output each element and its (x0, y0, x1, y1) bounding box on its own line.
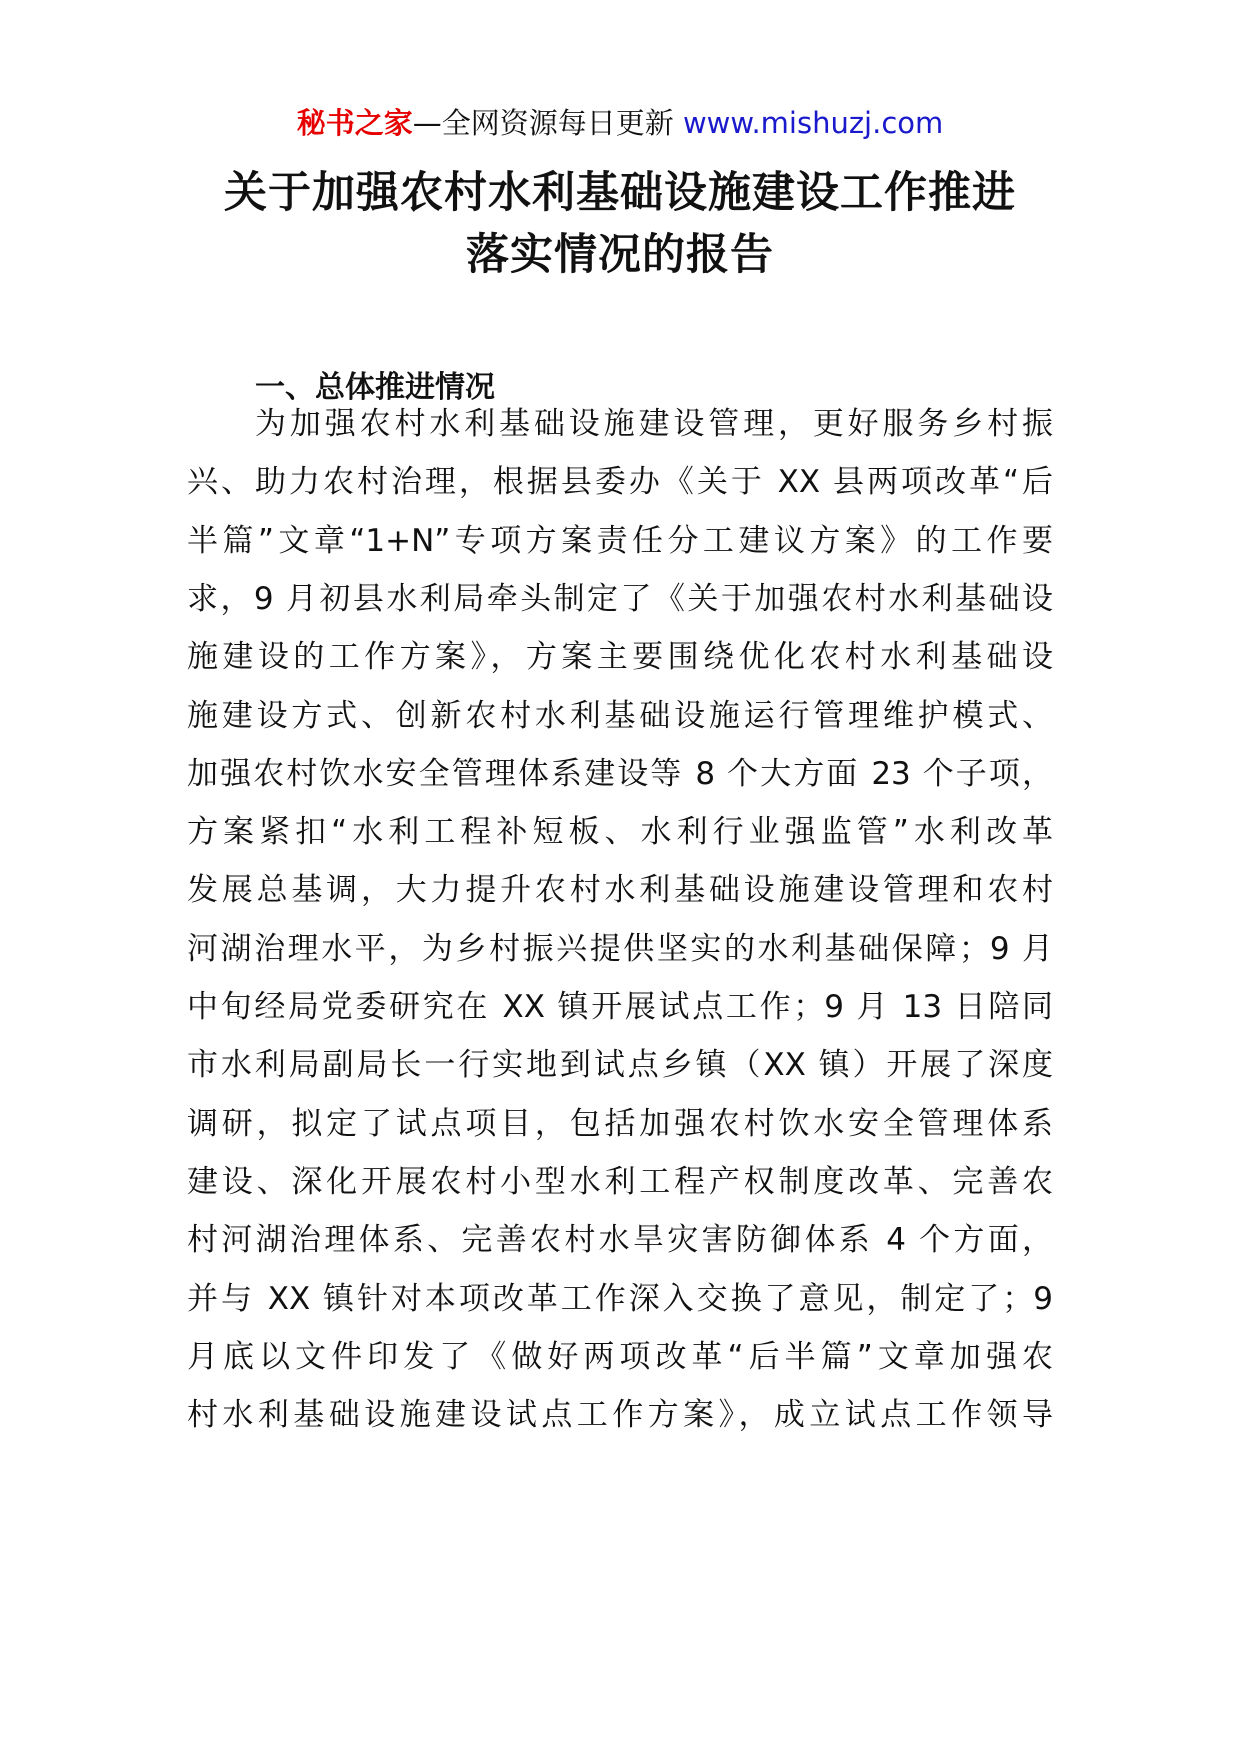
header-slogan: —全网资源每日更新 (412, 106, 683, 140)
paragraph-line: 发展总基调，大力提升农村水利基础设施建设管理和农村 (187, 872, 1053, 909)
paragraph-line: 村水利基础设施建设试点工作方案》，成立试点工作领导 (187, 1397, 1053, 1434)
paragraph-line: 求，9 月初县水利局牵头制定了《关于加强农村水利基础设 (187, 580, 1053, 617)
paragraph-line: 方案紧扣“水利工程补短板、水利行业强监管”水利改革 (187, 814, 1053, 851)
title-line-1: 关于加强农村水利基础设施建设工作推进 (224, 168, 1016, 218)
paragraph-line: 并与 XX 镇针对本项改革工作深入交换了意见，制定了；9 (187, 1280, 1053, 1317)
paragraph-line: 调研，拟定了试点项目，包括加强农村饮水安全管理体系 (187, 1105, 1053, 1142)
paragraph-line: 村河湖治理体系、完善农村水旱灾害防御体系 4 个方面， (187, 1222, 1053, 1259)
title-line-2: 落实情况的报告 (466, 230, 774, 280)
site-header (0, 103, 1240, 143)
paragraph-line: 中旬经局党委研究在 XX 镇开展试点工作；9 月 13 日陪同 (187, 989, 1053, 1025)
paragraph-line: 施建设方式、创新农村水利基础设施运行管理维护模式、 (187, 697, 1053, 734)
site-url-link[interactable]: www.mishuzj.com (682, 106, 944, 140)
paragraph-line: 月底以文件印发了《做好两项改革“后半篇”文章加强农 (187, 1338, 1053, 1375)
paragraph-line: 施建设的工作方案》，方案主要围绕优化农村水利基础设 (187, 639, 1053, 676)
brand-name: 秘书之家 (296, 106, 413, 140)
section-heading: 一、总体推进情况 (255, 370, 495, 405)
paragraph-line: 河湖治理水平，为乡村振兴提供坚实的水利基础保障；9 月 (187, 930, 1053, 967)
paragraph-line: 建设、深化开展农村小型水利工程产权制度改革、完善农 (187, 1163, 1053, 1200)
document-title (0, 162, 1240, 286)
paragraph-line: 为加强农村水利基础设施建设管理，更好服务乡村振 (255, 406, 1053, 442)
paragraph-line: 半篇”文章“1+N”专项方案责任分工建议方案》的工作要 (187, 522, 1053, 559)
paragraph-line: 市水利局副局长一行实地到试点乡镇（XX 镇）开展了深度 (187, 1047, 1053, 1084)
paragraph-line: 兴、助力农村治理，根据县委办《关于 XX 县两项改革“后 (187, 464, 1053, 501)
paragraph-line: 加强农村饮水安全管理体系建设等 8 个大方面 23 个子项， (187, 755, 1053, 792)
